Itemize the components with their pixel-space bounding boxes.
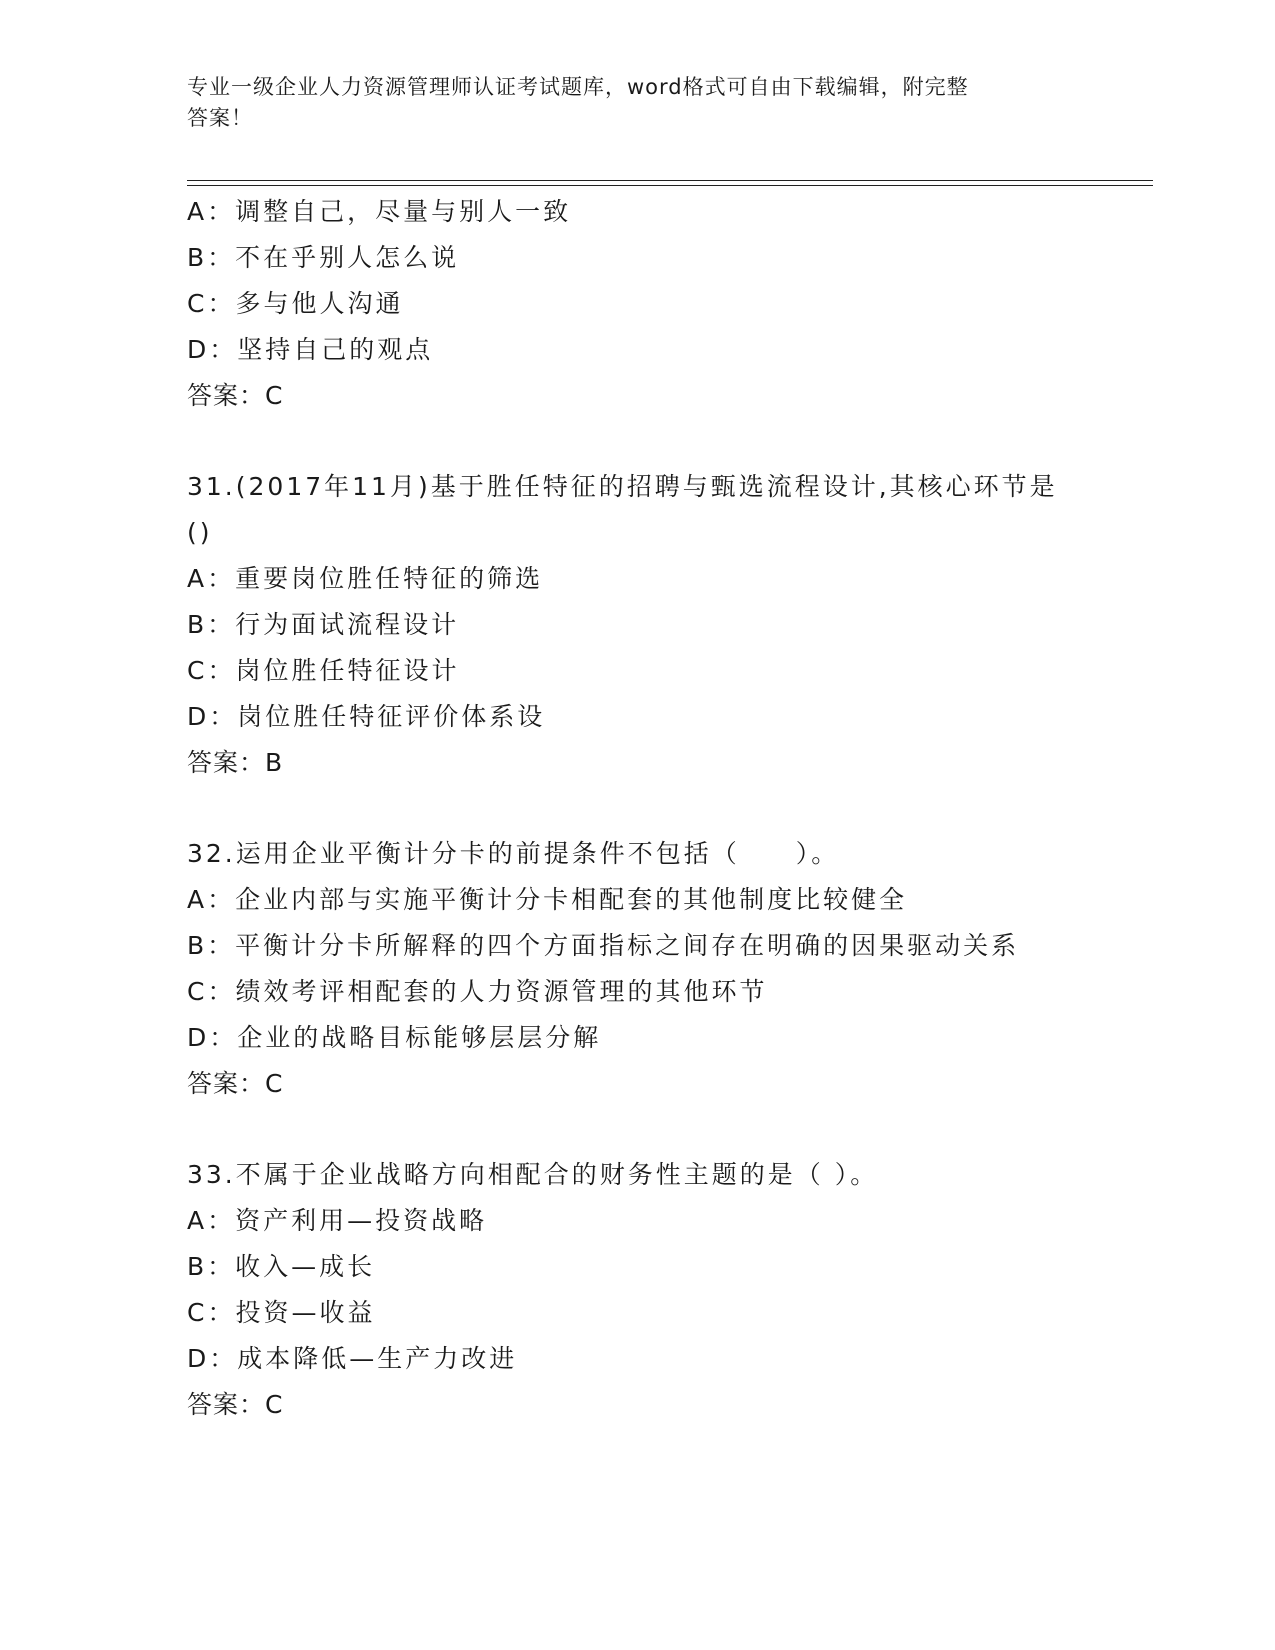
spacer — [187, 786, 1087, 831]
option-b: B：平衡计分卡所解释的四个方面指标之间存在明确的因果驱动关系 — [187, 931, 1020, 960]
spacer — [187, 1107, 1087, 1152]
document-header — [187, 72, 1067, 134]
option-c: C：绩效考评相配套的人力资源管理的其他环节 — [187, 977, 768, 1006]
header-divider-bottom — [187, 185, 1153, 186]
question-stem: 32.运用企业平衡计分卡的前提条件不包括（ ）。 — [187, 839, 840, 868]
option-b: B：不在乎别人怎么说 — [187, 243, 460, 272]
option-c: C：多与他人沟通 — [187, 289, 404, 318]
answer-line: 答案：C — [187, 1069, 284, 1098]
question-list — [187, 189, 1087, 1428]
header-line-2: 答案！ — [187, 106, 253, 130]
question-stem: 33.不属于企业战略方向相配合的财务性主题的是（ ）。 — [187, 1160, 879, 1189]
header-divider-top — [187, 180, 1153, 181]
spacer — [187, 419, 1087, 464]
question-block-33 — [187, 1152, 1087, 1428]
question-block-31 — [187, 464, 1087, 786]
option-a: A：企业内部与实施平衡计分卡相配套的其他制度比较健全 — [187, 885, 908, 914]
answer-line: 答案：B — [187, 748, 284, 777]
answer-line: 答案：C — [187, 1390, 284, 1419]
option-b: B：行为面试流程设计 — [187, 610, 460, 639]
option-c: C：岗位胜任特征设计 — [187, 656, 460, 685]
option-d: D：坚持自己的观点 — [187, 335, 434, 364]
question-block-32 — [187, 831, 1087, 1107]
question-block-prev — [187, 189, 1087, 419]
option-d: D：企业的战略目标能够层层分解 — [187, 1023, 602, 1052]
option-b: B：收入—成长 — [187, 1252, 376, 1281]
answer-line: 答案：C — [187, 381, 284, 410]
option-a: A：调整自己，尽量与别人一致 — [187, 197, 572, 226]
question-stem-continued: () — [187, 518, 213, 547]
question-stem: 31.(2017年11月)基于胜任特征的招聘与甄选流程设计,其核心环节是 — [187, 472, 1058, 501]
option-a: A：重要岗位胜任特征的筛选 — [187, 564, 544, 593]
option-a: A：资产利用—投资战略 — [187, 1206, 488, 1235]
option-d: D：岗位胜任特征评价体系设 — [187, 702, 546, 731]
option-c: C：投资—收益 — [187, 1298, 376, 1327]
option-d: D：成本降低—生产力改进 — [187, 1344, 518, 1373]
header-line-1: 专业一级企业人力资源管理师认证考试题库，word格式可自由下载编辑，附完整 — [187, 75, 969, 99]
